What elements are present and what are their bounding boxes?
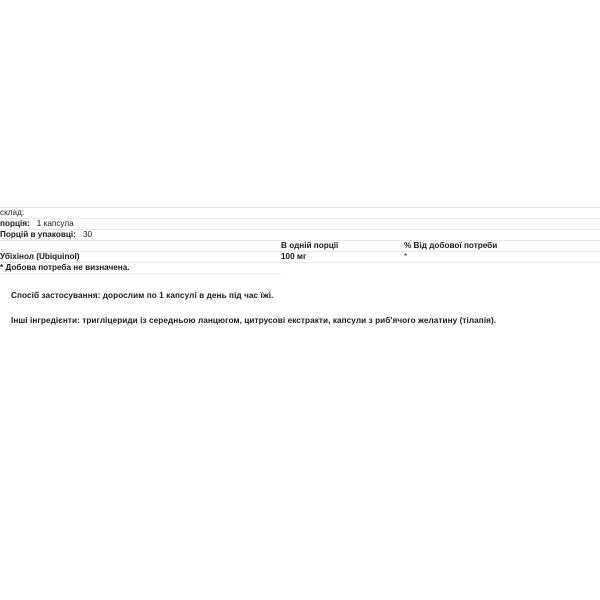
bottom-empty-area (0, 326, 600, 526)
supplement-facts-table (0, 207, 600, 274)
column-header-name (0, 241, 281, 252)
ingredient-daily-value: * (404, 252, 600, 263)
ingredient-amount: 100 мг (281, 252, 404, 263)
top-empty-area (0, 0, 600, 207)
servings-per-container-value: 30 (82, 230, 93, 240)
table-row-servings-per-container (0, 230, 600, 241)
column-header-percent-daily-value: % Від добової потреби (404, 241, 600, 252)
table-row-composition (0, 208, 600, 219)
serving-size-value: 1 капсула (36, 219, 74, 229)
serving-size-cell (0, 219, 600, 230)
servings-per-container-label: Порцій в упаковці: (0, 230, 76, 240)
column-header-amount-per-serving: В одній порції (281, 241, 404, 252)
table-header-row (0, 241, 600, 252)
directions-paragraph: Спосіб застосування: дорослим по 1 капсулі в день під час їжі. (11, 290, 274, 300)
below-table-text-block (0, 274, 600, 326)
footnote-spacer-dv (404, 263, 600, 274)
servings-per-container-cell (0, 230, 600, 241)
other-ingredients-paragraph: Інші інгредієнти: тригліцериди із середньою ланцюгом, цитрусові екстракти, капсули з риб'ячого желатину (тілапія). (11, 315, 497, 325)
footnote-text: * Добова потреба не визначена. (0, 263, 281, 274)
table-row-ingredient (0, 252, 600, 263)
ingredient-name: Убіхінол (Ubiquinol) (0, 252, 281, 263)
composition-label: склад: (0, 208, 600, 219)
footnote-spacer-amount (281, 263, 404, 274)
serving-size-label: порція: (0, 219, 30, 229)
supplement-facts-panel (0, 207, 600, 274)
table-row-footnote (0, 263, 600, 274)
table-row-serving-size (0, 219, 600, 230)
